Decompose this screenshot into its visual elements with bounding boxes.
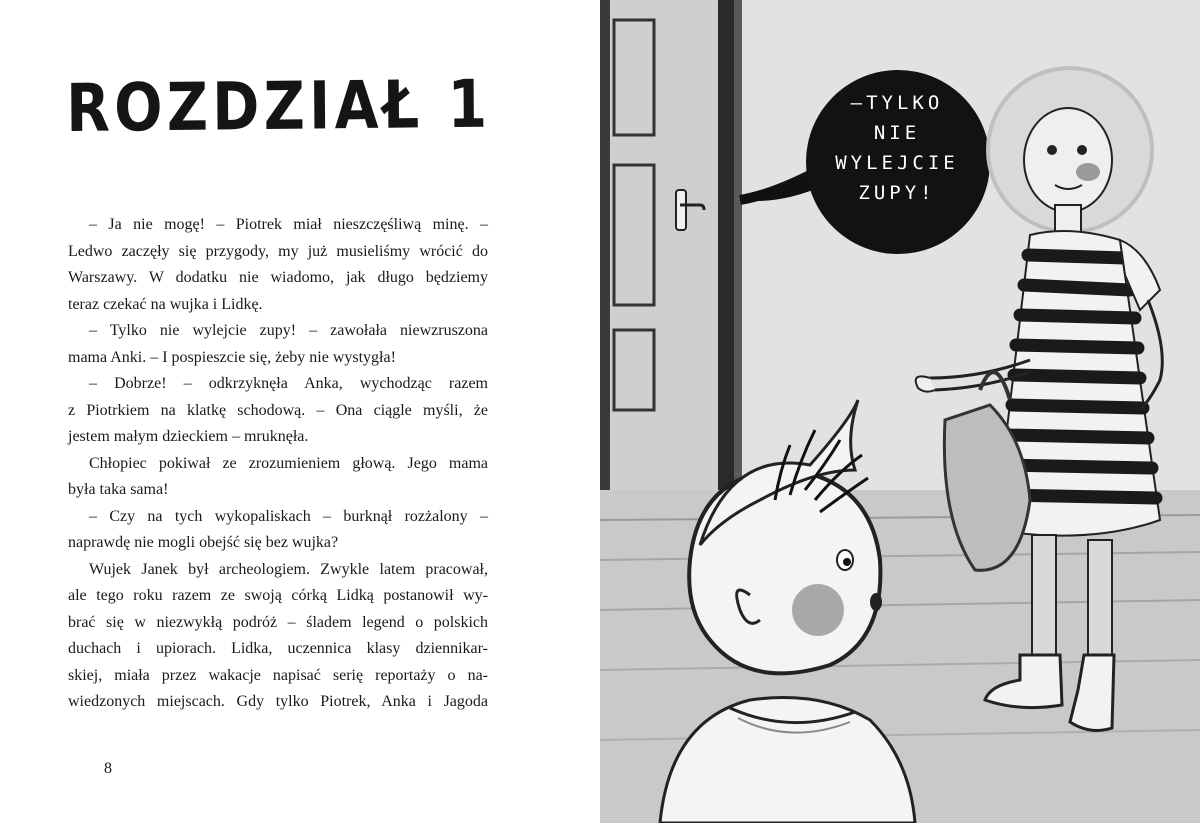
speech-bubble-line: NIE xyxy=(873,122,921,144)
text-line: skiej, miała przez wakacje napisać serię reportaży o na- xyxy=(68,666,488,684)
body-text xyxy=(68,212,488,716)
page-number: 8 xyxy=(104,760,112,777)
text-line: jestem małym dzieckiem – mruknęła. xyxy=(68,428,309,445)
speech-bubble-line: WYLEJCIE xyxy=(835,152,959,174)
text-line: Warszawy. W dodatku nie wiadomo, jak długo będziemy xyxy=(68,269,488,286)
text-line: Chłopiec pokiwał ze zrozumieniem głową. Jego mama xyxy=(89,454,488,472)
text-line: Ledwo zaczęły się przygody, my już musieliśmy wrócić do xyxy=(68,242,488,260)
text-line: – Czy na tych wykopaliskach – burknął rozżalony – xyxy=(89,507,488,525)
illustration xyxy=(600,0,1200,823)
text-line: brać się w niezwykłą podróż – śladem legend o polskich xyxy=(68,613,488,631)
text-line: Wujek Janek był archeologiem. Zwykle latem pracował, xyxy=(89,560,488,578)
text-line: teraz czekać na wujka i Lidkę. xyxy=(68,295,263,313)
speech-bubble-line: ZUPY! xyxy=(858,182,936,204)
text-line: ale tego roku razem ze swoją córką Lidką postanowił wy- xyxy=(68,587,488,604)
text-line: była taka sama! xyxy=(68,481,169,498)
chapter-title: ROZDZIAŁ 1 xyxy=(65,65,492,147)
text-line: – Tylko nie wylejcie zupy! – zawołała niewzruszona xyxy=(89,322,488,339)
text-line: – Dobrze! – odkrzyknęła Anka, wychodząc razem xyxy=(89,375,488,392)
text-line: mama Anki. – I pospieszcie się, żeby nie wystygła! xyxy=(68,348,396,366)
text-line: – Ja nie mogę! – Piotrek miał nieszczęśliwą minę. – xyxy=(89,216,488,233)
text-line: wiedzonych miejscach. Gdy tylko Piotrek, Anka i Jagoda xyxy=(68,693,488,710)
text-line: duchach i upiorach. Lidka, uczennica klasy dziennikar- xyxy=(68,640,488,657)
text-line: z Piotrkiem na klatkę schodową. – Ona ciągle myśli, że xyxy=(68,401,488,419)
speech-bubble-text xyxy=(812,88,982,208)
text-line: naprawdę nie mogli obejść się bez wujka? xyxy=(68,534,339,551)
speech-bubble-line: –TYLKO xyxy=(850,92,944,114)
